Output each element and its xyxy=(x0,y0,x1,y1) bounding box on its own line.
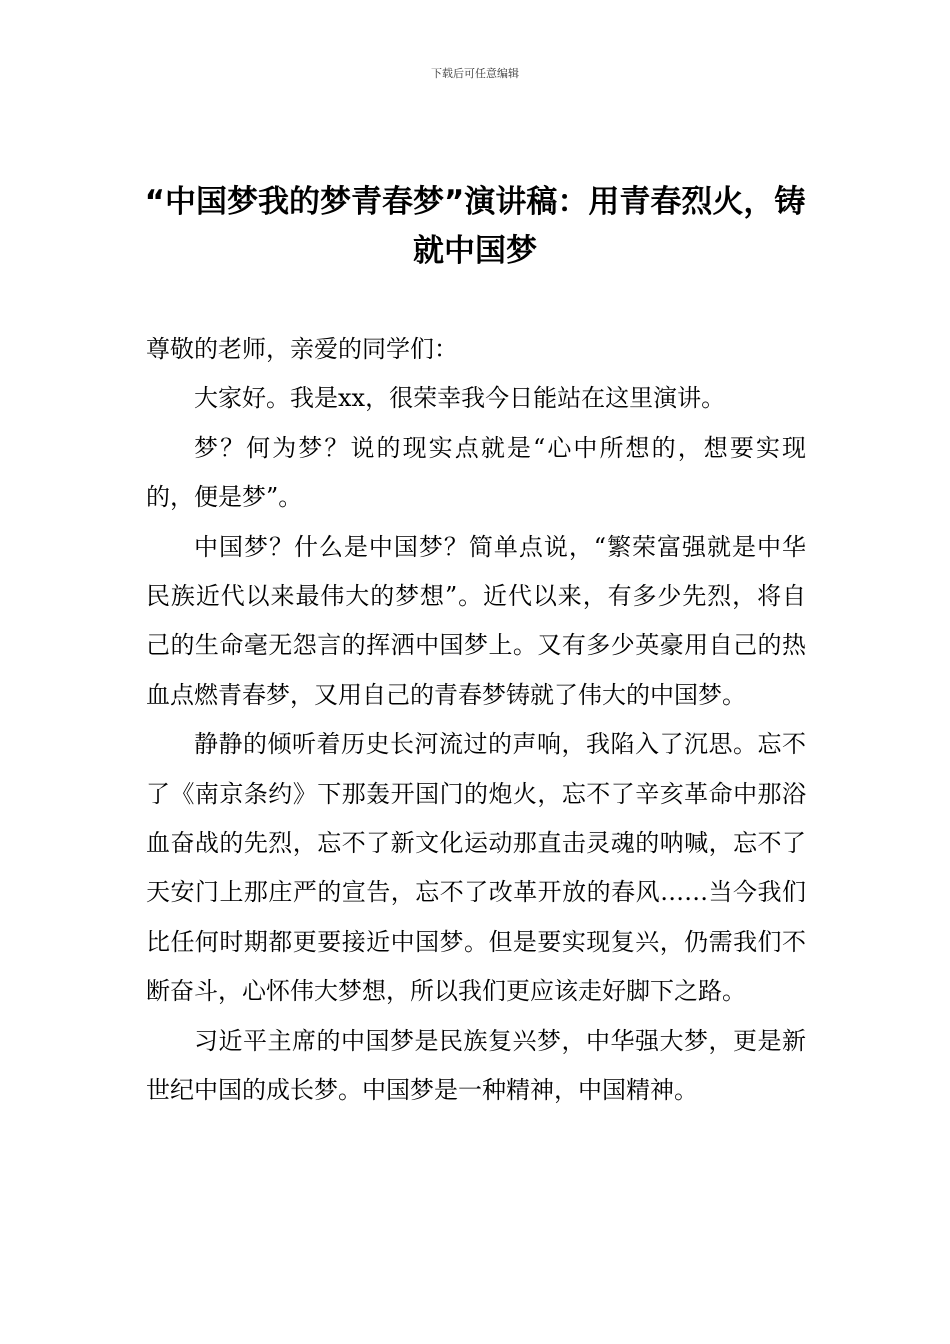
paragraph-2: 梦？何为梦？说的现实点就是“心中所想的，想要实现的，便是梦”。 xyxy=(146,433,806,512)
paragraph-5: 习近平主席的中国梦是民族复兴梦，中华强大梦，更是新世纪中国的成长梦。中国梦是一种精神，中国精神。 xyxy=(146,1026,806,1105)
paragraph-4: 静静的倾听着历史长河流过的声响，我陷入了沉思。忘不了《南京条约》下那轰开国门的炮火，忘不了辛亥革命中那浴血奋战的先烈，忘不了新文化运动那直击灵魂的呐喊，忘不了天安门上那庄严的宣告，忘不了改革开放的春风……当今我们比任何时期都更要接近中国梦。但是要实现复兴，仍需我们不断奋斗，心怀伟大梦想，所以我们更应该走好脚下之路。 xyxy=(146,730,806,1006)
salutation: 尊敬的老师，亲爱的同学们： xyxy=(146,335,458,363)
paragraph-1: 大家好。我是xx，很荣幸我今日能站在这里演讲。 xyxy=(194,384,726,413)
document-body xyxy=(146,325,806,1116)
document-title: “中国梦我的梦青春梦”演讲稿：用青春烈火，铸就中国梦 xyxy=(144,184,806,269)
paragraph-3: 中国梦？什么是中国梦？简单点说，“繁荣富强就是中华民族近代以来最伟大的梦想”。近代以来，有多少先烈，将自己的生命毫无怨言的挥洒中国梦上。又有多少英豪用自己的热血点燃青春梦，又用自己的青春梦铸就了伟大的中国梦。 xyxy=(146,532,806,709)
header-note: 下载后可任意编辑 xyxy=(431,67,519,80)
